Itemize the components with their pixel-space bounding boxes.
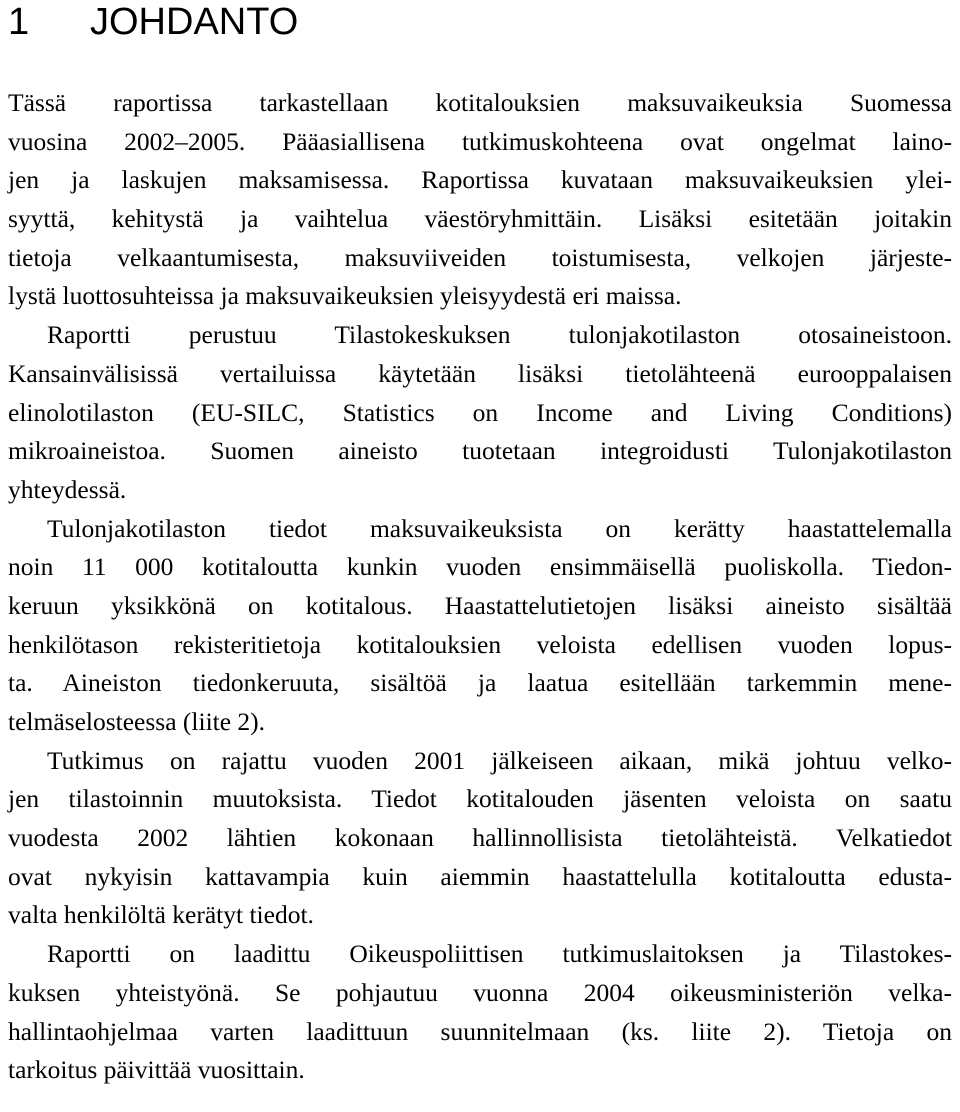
text-line: valta henkilöltä kerätyt tiedot. (8, 900, 314, 930)
section-number: 1 (8, 1, 30, 43)
text-line: tietoja velkaantumisesta, maksuviiveiden toistumisesta, velkojen järjeste- (8, 242, 952, 272)
paragraph-3 (8, 510, 952, 742)
text-line: henkilötason rekisteritietoja kotitalouksien veloista edellisen vuoden lopus- (8, 629, 952, 659)
text-line: vuosina 2002–2005. Pääasiallisena tutkimuskohteena ovat ongelmat laino- (8, 126, 952, 156)
text-line: Tulonjakotilaston tiedot maksuvaikeuksista on kerätty haastattelemalla (47, 513, 952, 543)
text-line: vuodesta 2002 lähtien kokonaan hallinnollisista tietolähteistä. Velkatiedot (8, 823, 952, 853)
body-text (8, 84, 952, 1090)
text-line: tarkoitus päivittää vuosittain. (8, 1055, 305, 1085)
paragraph-5 (8, 935, 952, 1090)
text-line: noin 11 000 kotitaloutta kunkin vuoden ensimmäisellä puoliskolla. Tiedon- (8, 552, 952, 582)
text-line: syyttä, kehitystä ja vaihtelua väestöryhmittäin. Lisäksi esitetään joitakin (8, 204, 952, 234)
section-heading (8, 0, 952, 48)
text-line: kuksen yhteistyönä. Se pohjautuu vuonna 2004 oikeusministeriön velka- (8, 977, 952, 1007)
section-title: JOHDANTO (90, 1, 299, 43)
text-line: jen tilastoinnin muutoksista. Tiedot kotitalouden jäsenten veloista on saatu (8, 784, 952, 814)
text-line: Raportti perustuu Tilastokeskuksen tulonjakotilaston otosaineistoon. (47, 320, 952, 350)
text-line: telmäselosteessa (liite 2). (8, 707, 266, 736)
text-line: Kansainvälisissä vertailuissa käytetään lisäksi tietolähteenä eurooppalaisen (8, 358, 952, 388)
text-line: lystä luottosuhteissa ja maksuvaikeuksien yleisyydestä eri maissa. (8, 281, 682, 311)
paragraph-1 (8, 84, 952, 316)
text-line: keruun yksikkönä on kotitalous. Haastattelutietojen lisäksi aineisto sisältää (8, 590, 952, 620)
text-line: hallintaohjelmaa varten laadittuun suunnitelmaan (ks. liite 2). Tietoja on (8, 1016, 952, 1046)
text-line: Raportti on laadittu Oikeuspoliittisen tutkimuslaitoksen ja Tilastokes- (47, 939, 952, 969)
paragraph-4 (8, 742, 952, 935)
text-line: yhteydessä. (8, 474, 127, 504)
text-line: elinolotilaston (EU-SILC, Statistics on Income and Living Conditions) (8, 397, 952, 427)
text-line: ta. Aineiston tiedonkeruuta, sisältöä ja laatua esitellään tarkemmin mene- (8, 668, 952, 698)
text-line: Tässä raportissa tarkastellaan kotitalouksien maksuvaikeuksia Suomessa (8, 88, 952, 117)
text-line: mikroaineistoa. Suomen aineisto tuotetaan integroidusti Tulonjakotilaston (8, 436, 952, 466)
paragraph-2 (8, 316, 952, 509)
text-line: Tutkimus on rajattu vuoden 2001 jälkeiseen aikaan, mikä johtuu velko- (47, 745, 952, 775)
text-line: jen ja laskujen maksamisessa. Raportissa kuvataan maksuvaikeuksien ylei- (8, 165, 952, 195)
text-line: ovat nykyisin kattavampia kuin aiemmin haastattelulla kotitaloutta edusta- (8, 861, 952, 891)
